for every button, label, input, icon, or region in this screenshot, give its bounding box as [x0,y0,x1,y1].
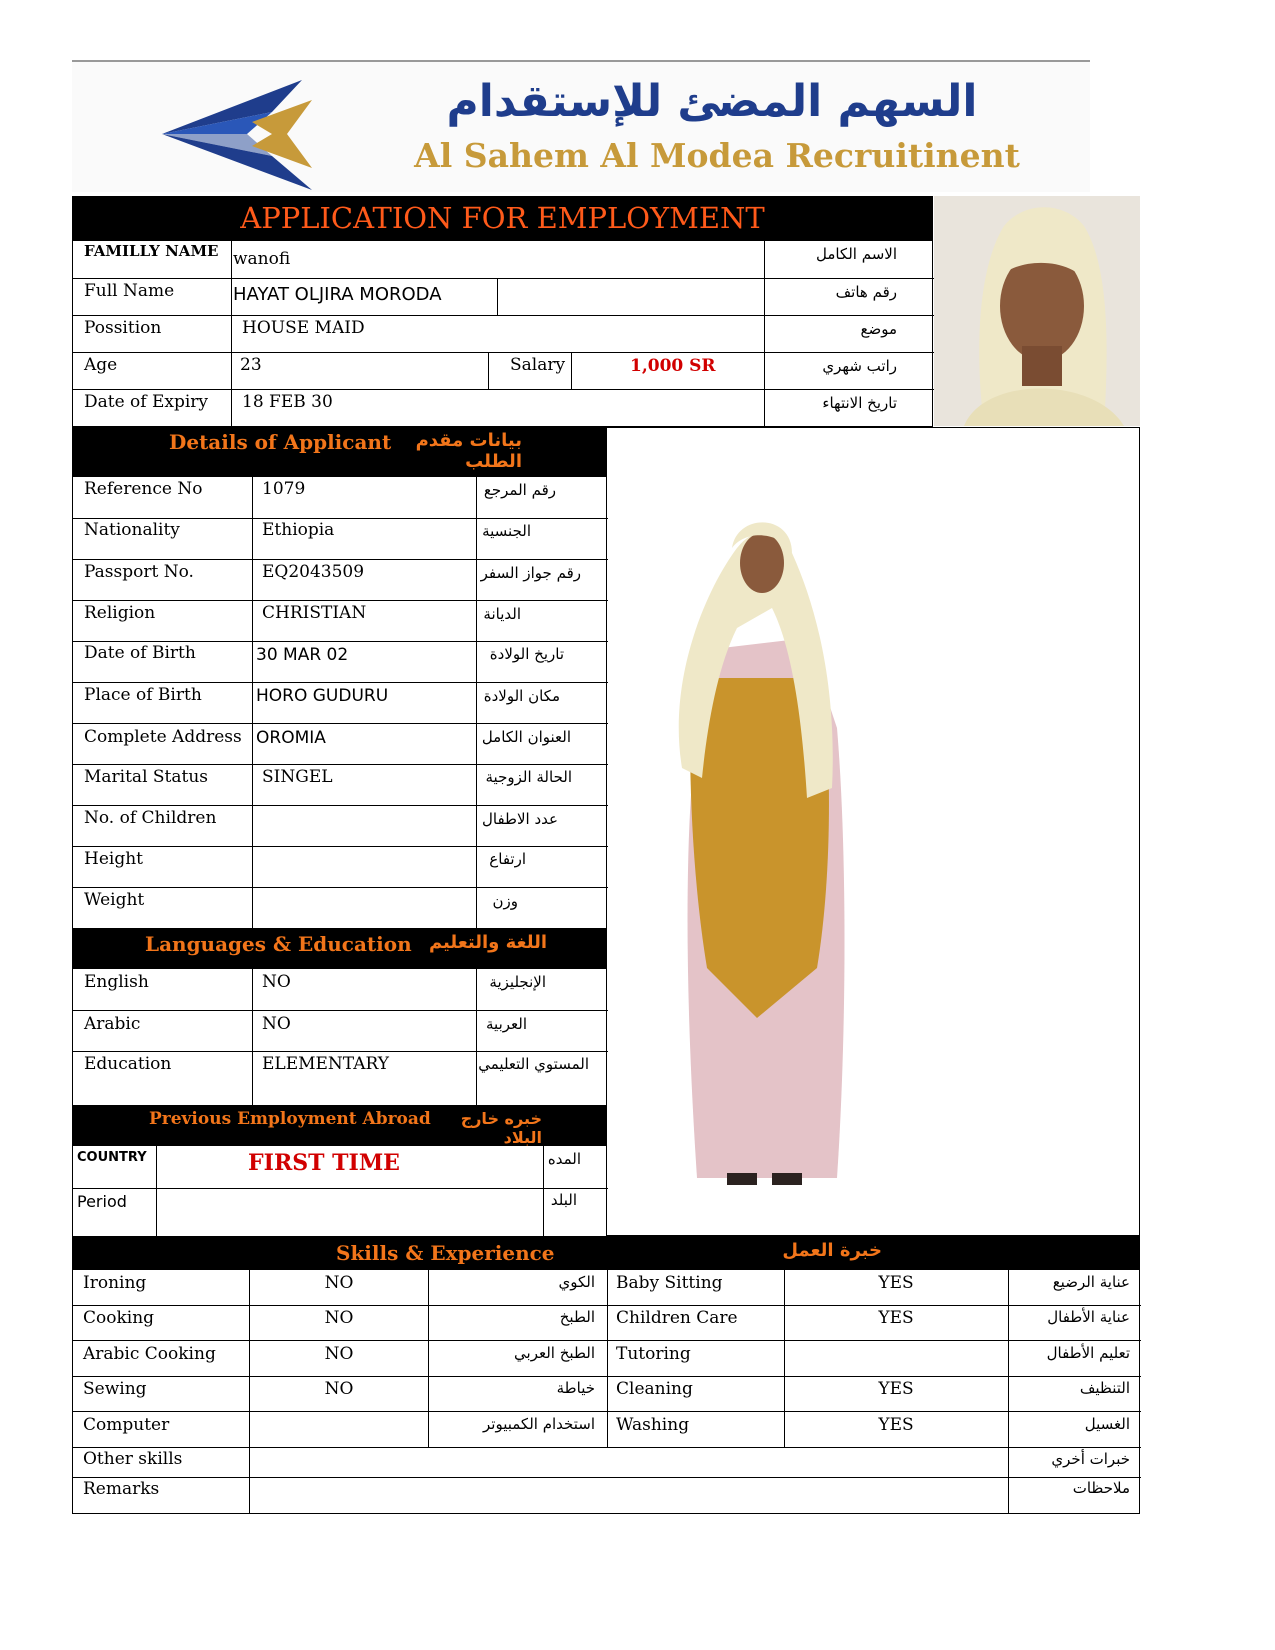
detail-ar: تاريخ الولادة [489,645,564,663]
country-ar: المده [547,1150,581,1168]
language-ar: الإنجليزية [489,973,546,991]
detail-ar: الحالة الزوجية [485,768,572,786]
detail-label: Religion [84,603,156,623]
skill-label: Computer [83,1415,170,1435]
logo-arabic-text: السهم المضئ للإستقدام [446,76,978,127]
position-label: Possition [84,318,162,338]
detail-ar: رقم المرجع [483,481,556,499]
previous-header-ar: خبره خارج البلاد [460,1109,542,1147]
remarks-label: Remarks [83,1479,160,1499]
language-label: Arabic [84,1014,141,1034]
detail-label: Complete Address [84,727,242,747]
skill-value: NO [324,1344,354,1364]
language-ar: المستوي التعليمي [478,1055,589,1073]
portrait-photo [934,196,1140,426]
skill-label: Cooking [83,1308,155,1328]
details-header-bar [72,427,607,477]
detail-value: 30 MAR 02 [256,645,349,665]
full-body-photo [607,427,1140,1236]
details-header-ar: بيانات مقدم الطلب [415,430,522,472]
skill-ar: عناية الأطفال [1047,1308,1130,1326]
skill-value: YES [878,1273,914,1293]
logo-arrow-icon [152,72,382,192]
expiry-ar: تاريخ الانتهاء [822,394,897,412]
skill-label: Arabic Cooking [83,1344,216,1364]
country-label: COUNTRY [77,1150,147,1165]
skill-label: Washing [616,1415,690,1435]
salary-label: Salary [510,355,566,375]
detail-value: HORO GUDURU [256,686,389,706]
full-name-label: Full Name [84,281,175,301]
skill-label: Ironing [83,1273,147,1293]
detail-label: Reference No [84,479,203,499]
family-name-value: wanofi [233,249,291,269]
phone-ar: رقم هاتف [835,283,897,301]
detail-label: Passport No. [84,562,194,582]
skill-label: Baby Sitting [616,1273,723,1293]
position-ar: موضع [860,320,897,338]
skill-value: NO [324,1273,354,1293]
skill-ar: تعليم الأطفال [1046,1344,1130,1362]
skill-ar: استخدام الكمبيوتر [483,1415,595,1433]
logo-banner [72,60,1090,192]
detail-value: CHRISTIAN [262,603,367,623]
detail-label: Nationality [84,520,180,540]
detail-label: Date of Birth [84,643,196,663]
other-skills-label: Other skills [83,1449,183,1469]
skill-value: YES [878,1415,914,1435]
skill-label: Tutoring [616,1344,691,1364]
language-value: NO [262,1014,291,1034]
skill-label: Cleaning [616,1379,693,1399]
remarks-ar: ملاحظات [1072,1479,1130,1497]
detail-label: Weight [84,890,145,910]
language-value: ELEMENTARY [262,1054,389,1074]
skill-ar: الكوي [558,1273,595,1291]
family-name-ar: الاسم الكامل [815,245,897,263]
expiry-label: Date of Expiry [84,392,209,412]
detail-label: Height [84,849,143,869]
details-header-en: Details of Applicant [169,430,392,454]
skill-value: YES [878,1379,914,1399]
detail-value: OROMIA [256,728,326,748]
detail-value: EQ2043509 [262,562,365,582]
detail-ar: مكان الولادة [483,687,560,705]
detail-ar: رقم جواز السفر [480,564,581,582]
detail-ar: ارتفاع [489,850,526,868]
salary-value: 1,000 SR [630,356,716,376]
skill-ar: التنظيف [1079,1379,1130,1397]
detail-ar: الجنسية [482,522,531,540]
age-value: 23 [240,355,262,375]
skill-label: Sewing [83,1379,147,1399]
skills-header-bar [72,1236,1140,1270]
skill-value: YES [878,1308,914,1328]
language-label: English [84,972,149,992]
skill-ar: الغسيل [1084,1415,1130,1433]
detail-label: Marital Status [84,767,209,787]
skill-value: NO [324,1379,354,1399]
detail-ar: عدد الاطفال [482,810,558,828]
language-value: NO [262,972,291,992]
detail-value: SINGEL [262,767,333,787]
detail-label: Place of Birth [84,685,202,705]
previous-header-en: Previous Employment Abroad [149,1109,431,1129]
expiry-value: 18 FEB 30 [242,392,333,412]
languages-header-ar: اللغة والتعليم [428,932,547,953]
previous-header-bar [72,1105,607,1146]
skill-ar: عناية الرضيع [1052,1273,1130,1291]
language-ar: العربية [486,1015,527,1033]
family-name-label: FAMILLY NAME [84,242,219,260]
age-label: Age [84,355,118,375]
form-title: APPLICATION FOR EMPLOYMENT [240,201,765,235]
position-value: HOUSE MAID [242,318,365,338]
skill-ar: الطبخ [559,1308,595,1326]
logo-english-text: Al Sahem Al Modea Recruitinent [414,136,1020,175]
period-label: Period [77,1192,127,1211]
skill-ar: خياطة [556,1379,595,1397]
languages-header-en: Languages & Education [145,932,412,956]
period-ar: البلد [550,1191,577,1209]
skills-header-ar: خبرة العمل [782,1240,882,1261]
form-title-bar [72,196,933,241]
detail-value: 1079 [262,479,306,499]
skill-label: Children Care [616,1308,738,1328]
other-skills-ar: خبرات أخري [1051,1450,1130,1468]
skill-value: NO [324,1308,354,1328]
detail-ar: وزن [492,892,518,910]
detail-ar: العنوان الكامل [481,728,571,746]
full-name-value: HAYAT OLJIRA MORODA [233,284,442,305]
detail-value: Ethiopia [262,520,335,540]
language-label: Education [84,1054,172,1074]
skill-ar: الطبخ العربي [514,1344,595,1362]
salary-ar: راتب شهري [822,357,897,375]
skills-header-en: Skills & Experience [336,1241,555,1265]
detail-label: No. of Children [84,808,217,828]
detail-ar: الديانة [483,605,521,623]
languages-header-bar [72,928,607,969]
country-value: FIRST TIME [248,1150,400,1176]
